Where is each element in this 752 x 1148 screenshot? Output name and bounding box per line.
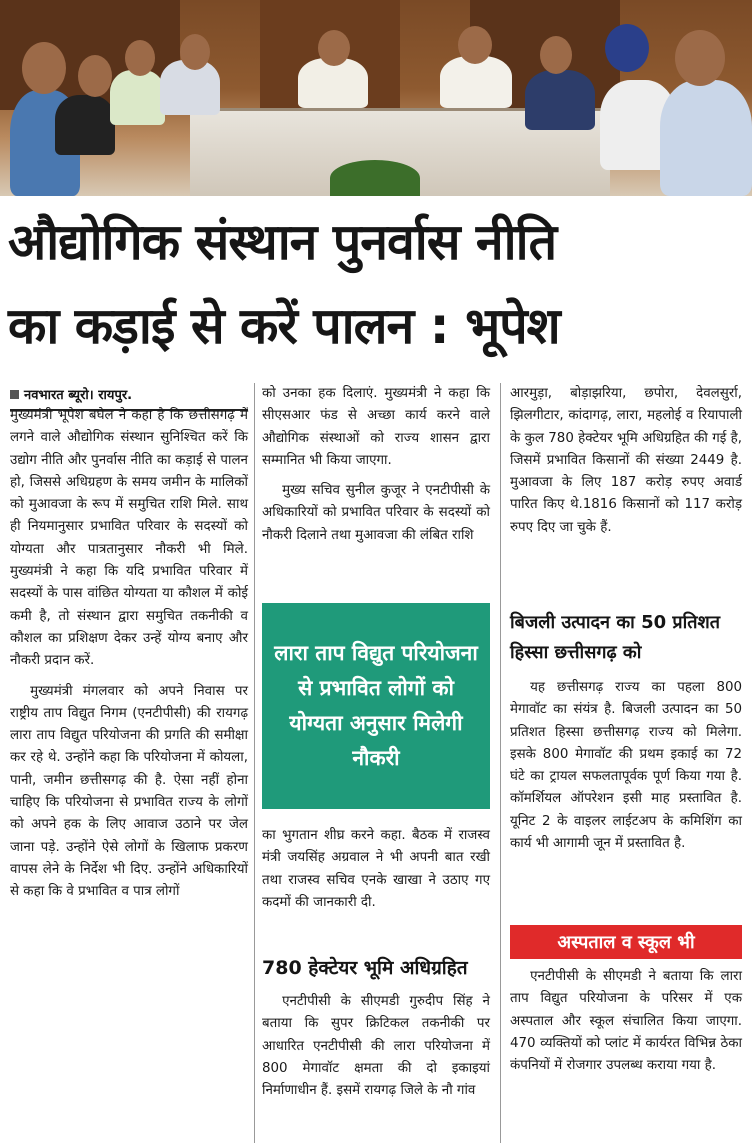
photo-person [540,36,572,74]
column-1 [10,405,248,904]
section-label-hospital-school [510,925,742,959]
byline-text: नवभारत ब्यूरो। रायपुर. [24,388,133,403]
column-divider [500,383,501,1143]
photo-person [55,95,115,155]
photo-person [110,70,165,125]
photo-person [605,24,649,72]
paragraph: मुख्य सचिव सुनील कुजूर ने एनटीपीसी के अधिकारियों को प्रभावित परिवार के सदस्यों को नौकरी दिलाने तथा मुआवजा की लंबित राशि [262,483,490,543]
column-2-bottom [262,991,490,1102]
paragraph: एनटीपीसी के सीएमडी गुरुदीप सिंह ने बताया कि सुपर क्रिटिकल तकनीकी पर आधारित एनटीपीसी की लारा परियोजना में 800 मेगावॉट क्षमता की दो इकाइयां निर्माणाधीन हैं. इसमें रायगढ़ जिले के नौ गांव [262,994,490,1099]
photo-plant [330,160,420,196]
paragraph: का भुगतान शीघ्र करने कहा. बैठक में राजस्व मंत्री जयसिंह अग्रवाल ने भी अपनी बात रखी तथा राजस्व सचिव एनके खाखा ने उठाए गए कदमों की जानकारी दी. [262,828,490,910]
subheading-power-share: बिजली उत्पादन का 50 प्रतिशत हिस्सा छत्तीसगढ़ को [510,612,721,663]
headline-line-2: का कड़ाई से करें पालन : भूपेश [8,297,560,355]
photo-person [660,80,752,196]
meeting-photo [0,0,752,196]
photo-person [318,30,350,66]
photo-person [180,34,210,70]
column-3-bottom [510,966,742,1077]
paragraph: आरमुड़ा, बोड़ाझरिया, छपोरा, देवलसुर्रा, झिलगीटार, कांदागढ़, लारा, महलोई व रियापाली के कुल 780 हेक्टेयर भूमि अधिग्रहित की गई है, जिसमें प्रभावित किसानों की संख्या 2449 है. मुआवजा के लिए 187 करोड़ रुपए अवार्ड पारित किए थे.1816 किसानों को 117 करोड़ रुपए दिए जा चुके हैं. [510,386,742,535]
paragraph: एनटीपीसी के सीएमडी ने बताया कि लारा ताप विद्युत परियोजना के परिसर में एक अस्पताल और स्कूल संचालित किया जाएगा. 470 व्यक्तियों को प्लांट में कार्यरत विभिन्न ठेका कंपनियों में रोजगार उपलब्ध कराया गया है. [510,969,742,1074]
subheading-land-acquisition: 780 हेक्टेयर भूमि अधिग्रहित [262,957,468,979]
highlight-callout [262,603,490,809]
paragraph: मुख्यमंत्री मंगलवार को अपने निवास पर राष्ट्रीय ताप विद्युत निगम (एनटीपीसी) की रायगढ़ लारा ताप विद्युत परियोजना की प्रगति की समीक्षा कर रहे थे. उन्होंने कहा कि परियोजना में कोयला, पानी, जमीन छत्तीसगढ़ की है. ऐसा नहीं होना चाहिए कि परियोजना से प्रभावित राज्य के लोगों को अपने हक के लिए आवाज उठाने पर जेल जाना पड़े. उन्होंने ऐसे लोगों के खिलाफ प्रकरण वापस लेने के निर्देश भी दिए. उन्होंने अधिकारियों से कहा कि वे प्रभावित व पात्र लोगों [10,683,248,900]
headline-line-1: औद्योगिक संस्थान पुनर्वास नीति [8,213,557,271]
column-3-top [510,383,742,539]
column-2-middle [262,825,490,914]
column-2-top [262,383,490,547]
paragraph: यह छत्तीसगढ़ राज्य का पहला 800 मेगावॉट का संयंत्र है. बिजली उत्पादन का 50 प्रतिशत हिस्सा छत्तीसगढ़ राज्य को मिलेगा. इसके 800 मेगावॉट की प्रथम इकाई का 72 घंटे का ट्रायल सफलतापूर्वक पूर्ण किया गया है. कॉमर्शियल ऑपरेशन इसी माह प्रस्तावित है. यूनिट 2 के वाइलर लाईटअप के कमिशिंग का कार्य भी आगामी जून में प्रस्तावित है. [510,680,742,852]
square-bullet-icon [10,390,19,399]
photo-person [78,55,112,97]
photo-person [125,40,155,76]
photo-person [22,42,66,94]
column-3-middle [510,677,742,855]
photo-person [525,70,595,130]
column-divider [254,383,255,1143]
section-label-text: अस्पताल व स्कूल भी [557,932,695,953]
paragraph: मुख्यमंत्री भूपेश बघेल ने कहा है कि छत्तीसगढ़ में लगने वाले औद्योगिक संस्थान सुनिश्चित करें कि उद्योग नीति और पुनर्वास नीति का कड़ाई से पालन हो, जिससे अधिग्रहण के समय जमीन के मालिकों को मुआवजा के रूप में समुचित राशि मिले. साथ ही नियमानुसार प्रभावित परिवार के सदस्यों को योग्यता और पात्रतानुसार नौकरी भी मिले. मुख्यमंत्री ने कहा कि यदि प्रभावित परिवार में सदस्यों के पास वांछित योग्यता या कौशल में कोई कमी है, तो संस्थान द्वारा समुचित तकनीकी व कौशल का प्रशिक्षण देकर उन्हें योग्य बनाए और नौकरी प्रदान करें. [10,408,248,669]
photo-person [675,30,725,86]
paragraph: को उनका हक दिलाएं. मुख्यमंत्री ने कहा कि सीएसआर फंड से अच्छा कार्य करने वाले औद्योगिक संस्थाओं को राज्य शासन द्वारा सम्मानित भी किया जाएगा. [262,386,490,468]
headline [8,200,744,368]
photo-person [458,26,492,64]
callout-text: लारा ताप विद्युत परियोजना से प्रभावित लोगों को योग्यता अनुसार मिलेगी नौकरी [274,641,478,770]
